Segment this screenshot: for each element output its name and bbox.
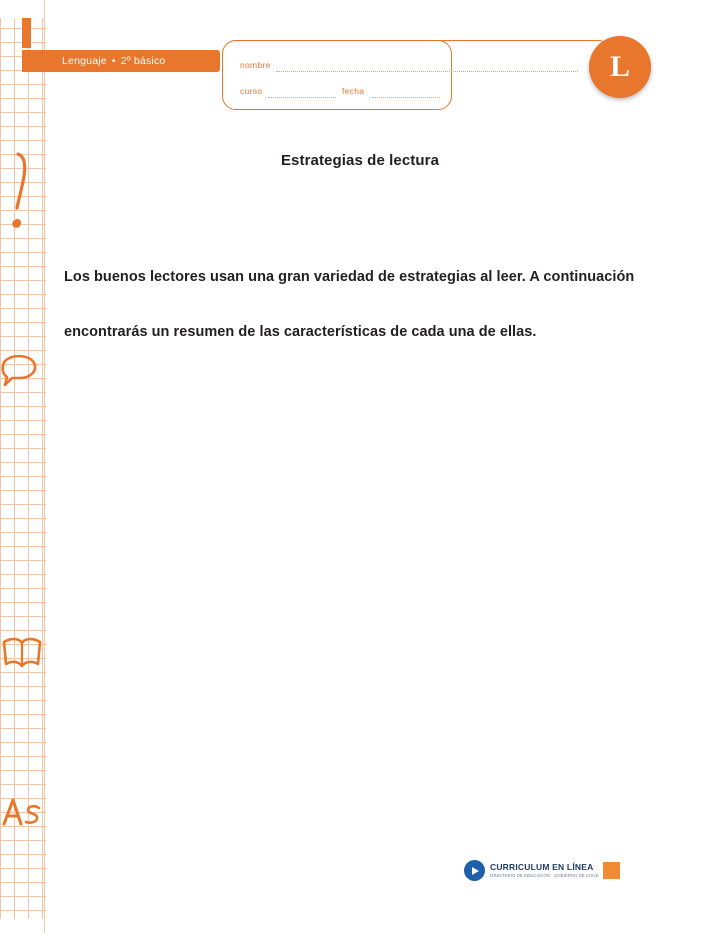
grid-mask-top [0,0,46,18]
decorative-left-margin [0,0,46,933]
curso-input[interactable] [268,96,336,98]
student-fields-card [222,40,452,110]
header-accent-bar [22,18,31,48]
logo-name: CURRICULUM EN LÍNEA [490,862,594,872]
curso-field-label: curso [240,86,263,96]
letters-doodle-icon [0,790,44,836]
nombre-input[interactable] [276,70,578,72]
subject-badge: L [589,36,651,98]
logo-text-block [490,862,599,879]
subject-separator: • [111,55,116,67]
fecha-field-label: fecha [342,86,365,96]
nombre-field-label: nombre [240,60,271,70]
subject-tab [22,50,220,72]
logo-tagline: MINISTERIO DE EDUCACIÓN · GOBIERNO DE CHILE [490,873,599,878]
grid-mask-bottom [0,919,46,933]
level-label: 2º básico [120,55,166,67]
open-book-doodle-icon [0,632,44,676]
page-header [0,18,720,98]
play-circle-icon [464,860,485,881]
fecha-input[interactable] [372,96,440,98]
logo-orange-square [603,862,620,879]
intro-paragraph: Los buenos lectores usan una gran variedad de estrategias al leer. A continuación encontrarás un resumen de las características de cada una de ellas. [64,269,635,340]
page-title: Estrategias de lectura [280,152,440,169]
footer-logo [464,858,624,884]
subject-label: Lenguaje [62,55,107,67]
play-triangle-icon [472,867,479,875]
speech-bubble-doodle-icon [0,352,40,398]
margin-rule [44,0,45,933]
